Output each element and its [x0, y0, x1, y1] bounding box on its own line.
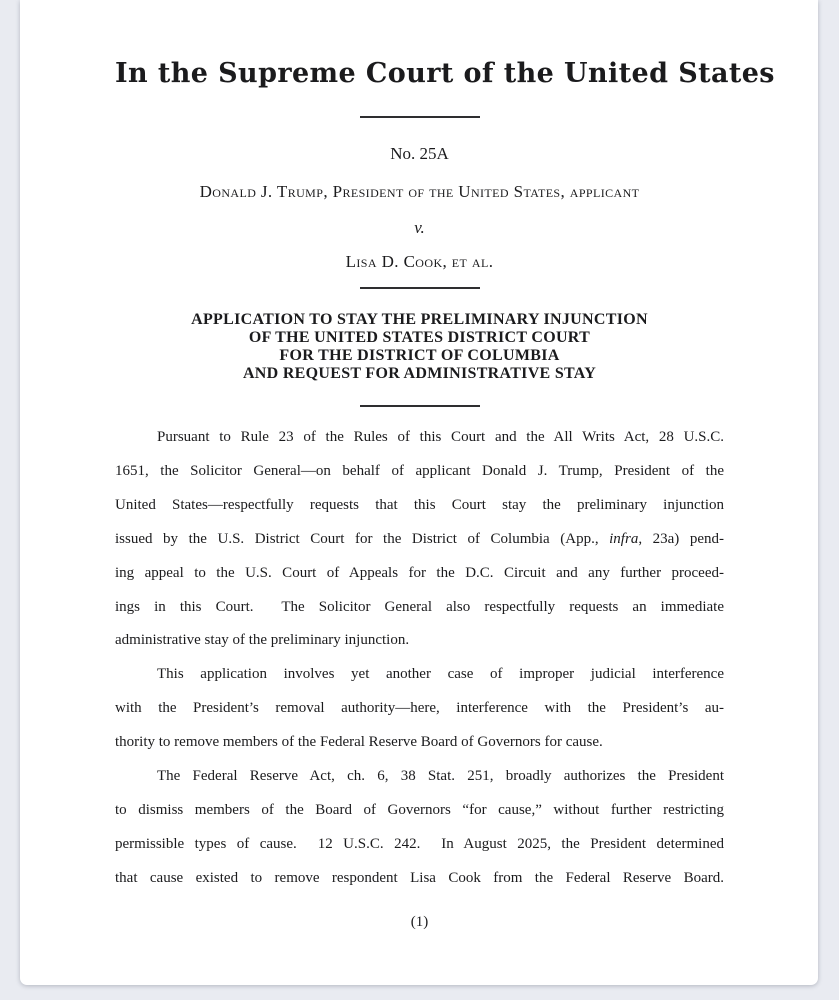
- document-title-line: OF THE UNITED STATES DISTRICT COURT: [248, 329, 591, 346]
- body-line: that cause existed to remove respondent Lisa Cook from the Federal Reserve Board.: [115, 869, 724, 886]
- versus-label: v.: [414, 218, 425, 237]
- separator-rule: [360, 405, 480, 407]
- body-line: United States—respectfully requests that this Court stay the preliminary injunction: [115, 496, 724, 513]
- document-title-line: APPLICATION TO STAY THE PRELIMINARY INJUNCTION: [191, 311, 648, 328]
- body-line: to dismiss members of the Board of Governors “for cause,” without further restricting: [115, 801, 724, 818]
- respondent-name: Lisa D. Cook, et al.: [345, 252, 494, 271]
- body-line: This application involves yet another case of improper judicial interference: [157, 666, 724, 683]
- body-line: Pursuant to Rule 23 of the Rules of this Court and the All Writs Act, 28 U.S.C.: [157, 429, 724, 445]
- body-line: with the President’s removal authority—here, interference with the President’s au-: [115, 700, 724, 717]
- document-title-line: AND REQUEST FOR ADMINISTRATIVE STAY: [242, 365, 597, 382]
- body-line: The Federal Reserve Act, ch. 6, 38 Stat. 251, broadly authorizes the President: [157, 768, 724, 785]
- document-title: [115, 311, 724, 383]
- document-title-line: FOR THE DISTRICT OF COLUMBIA: [279, 347, 560, 364]
- body-line: ing appeal to the U.S. Court of Appeals for the D.C. Circuit and any further proceed-: [115, 564, 724, 581]
- body-line: 1651, the Solicitor General—on behalf of applicant Donald J. Trump, President of the: [115, 462, 724, 479]
- body-line: administrative stay of the preliminary injunction.: [115, 632, 410, 649]
- separator-rule: [360, 116, 480, 118]
- body-line: thority to remove members of the Federal Reserve Board of Governors for cause.: [115, 734, 603, 751]
- docket-number: No. 25A: [390, 144, 449, 163]
- body-line: issued by the U.S. District Court for the District of Columbia (App., infra, 23a) pend-: [115, 530, 724, 547]
- document-page: [20, 0, 818, 985]
- separator-rule: [360, 287, 480, 289]
- body-line: permissible types of cause. 12 U.S.C. 242. In August 2025, the President determined: [115, 835, 724, 852]
- body-text: [115, 421, 724, 896]
- body-line: ings in this Court. The Solicitor General also respectfully requests an immediate: [115, 598, 724, 615]
- page-number: (1): [410, 913, 429, 930]
- applicant-name: Donald J. Trump, President of the United States, applicant: [199, 182, 640, 201]
- court-title: In the Supreme Court of the United States: [115, 58, 775, 89]
